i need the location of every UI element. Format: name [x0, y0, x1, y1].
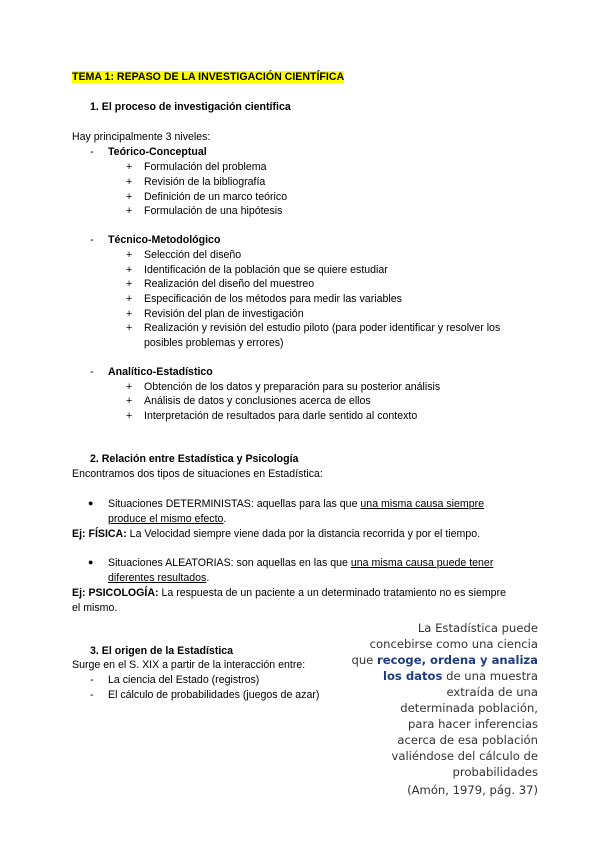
dash-marker: -: [90, 689, 94, 701]
list-item: Identificación de la población que se quiere estudiar: [144, 264, 388, 276]
plus-marker: +: [126, 249, 133, 261]
quote-line: acerca de esa población: [397, 733, 538, 747]
dash-marker: -: [90, 674, 94, 686]
deterministas-underline-1: una misma causa siempre: [360, 498, 485, 510]
quote-text: de una muestra: [442, 669, 538, 683]
quote-line: La Estadística puede: [417, 621, 538, 635]
list-item: Definición de un marco teórico: [144, 191, 288, 203]
plus-marker: +: [126, 278, 133, 290]
section-2-intro: Encontramos dos tipos de situaciones en Estadística:: [72, 468, 323, 480]
list-item-continuation: posibles problemas y errores): [144, 337, 284, 349]
level-marker: -: [90, 234, 94, 246]
list-item: Formulación del problema: [144, 161, 267, 173]
quote-line: para hacer inferencias: [408, 717, 538, 731]
plus-marker: +: [126, 176, 133, 188]
section-3-heading: 3. El origen de la Estadística: [90, 645, 234, 657]
ejemplo-fisica: [72, 528, 480, 540]
bullet-marker: ●: [88, 557, 94, 567]
list-item: El cálculo de probabilidades (juegos de azar): [108, 689, 320, 701]
plus-marker: +: [126, 161, 133, 173]
deterministas-line-2: [108, 513, 226, 525]
aleatorias-line-2: [108, 572, 209, 584]
ejemplo-psicologia: [72, 587, 506, 599]
period: .: [206, 572, 210, 584]
plus-marker: +: [126, 264, 133, 276]
level-teorico-conceptual: Teórico-Conceptual: [108, 146, 207, 158]
deterministas-line-1: [108, 498, 484, 510]
aleatorias-underline-2: diferentes resultados: [108, 572, 207, 584]
period: .: [223, 513, 227, 525]
ejemplo-label: Ej: PSICOLOGÍA:: [72, 587, 159, 599]
page-title: [72, 71, 344, 83]
plus-marker: +: [126, 205, 133, 217]
level-marker: -: [90, 366, 94, 378]
plus-marker: +: [126, 293, 133, 305]
deterministas-underline-2: produce el mismo efecto: [108, 513, 224, 525]
list-item: Realización y revisión del estudio piloto (para poder identificar y resolver los: [144, 322, 501, 334]
section-1-intro: Hay principalmente 3 niveles:: [72, 131, 211, 143]
aleatorias-underline-1: una misma causa puede tener: [350, 557, 494, 569]
ejemplo-label: Ej: FÍSICA:: [72, 528, 127, 540]
list-item: Selección del diseño: [144, 249, 242, 261]
quote-line: valiéndose del cálculo de: [391, 749, 538, 763]
ejemplo-text: La Velocidad siempre viene dada por la distancia recorrida y por el tiempo.: [126, 528, 481, 540]
ejemplo-psicologia-cont: el mismo.: [72, 602, 118, 614]
quote-line: probabilidades: [452, 765, 538, 779]
quote-line: determinada población,: [400, 701, 538, 715]
level-tecnico-metodologico: Técnico-Metodológico: [108, 234, 221, 246]
section-2-heading: 2. Relación entre Estadística y Psicología: [90, 453, 299, 465]
deterministas-text: Situaciones DETERMINISTAS: aquellas para las que: [108, 498, 361, 510]
quote-line: concebirse como una ciencia: [369, 637, 538, 651]
plus-marker: +: [126, 322, 133, 334]
quote-line: [318, 669, 538, 685]
list-item: Análisis de datos y conclusiones acerca de ellos: [144, 395, 371, 407]
level-marker: -: [90, 146, 94, 158]
ejemplo-text: La respuesta de un paciente a un determinado tratamiento no es siempre: [158, 587, 506, 599]
quote-line: [318, 653, 538, 669]
section-1-heading: 1. El proceso de investigación científica: [90, 101, 291, 113]
page-title-text: TEMA 1: REPASO DE LA INVESTIGACIÓN CIENTÍFICA: [72, 71, 345, 83]
bullet-marker: ●: [88, 498, 94, 508]
plus-marker: +: [126, 308, 133, 320]
plus-marker: +: [126, 191, 133, 203]
list-item: Especificación de los métodos para medir las variables: [144, 293, 402, 305]
quote-text: que: [351, 653, 377, 667]
plus-marker: +: [126, 410, 133, 422]
section-3-intro: Surge en el S. XIX a partir de la interacción entre:: [72, 659, 306, 671]
plus-marker: +: [126, 395, 133, 407]
aleatorias-text: Situaciones ALEATORIAS: son aquellas en las que: [108, 557, 351, 569]
list-item: Formulación de una hipótesis: [144, 205, 283, 217]
plus-marker: +: [126, 381, 133, 393]
list-item: Realización del diseño del muestreo: [144, 278, 315, 290]
list-item: Obtención de los datos y preparación para su posterior análisis: [144, 381, 441, 393]
quote-citation: (Amón, 1979, pág. 37): [407, 783, 538, 797]
aleatorias-line-1: [108, 557, 493, 569]
list-item: Revisión de la bibliografía: [144, 176, 266, 188]
quote-highlight: recoge, ordena y analiza: [377, 653, 538, 667]
quote-highlight: los datos: [382, 669, 443, 683]
level-analitico-estadistico: Analítico-Estadístico: [108, 366, 213, 378]
list-item: Revisión del plan de investigación: [144, 308, 304, 320]
list-item: Interpretación de resultados para darle sentido al contexto: [144, 410, 418, 422]
quote-line: extraída de una: [446, 685, 538, 699]
list-item: La ciencia del Estado (registros): [108, 674, 260, 686]
